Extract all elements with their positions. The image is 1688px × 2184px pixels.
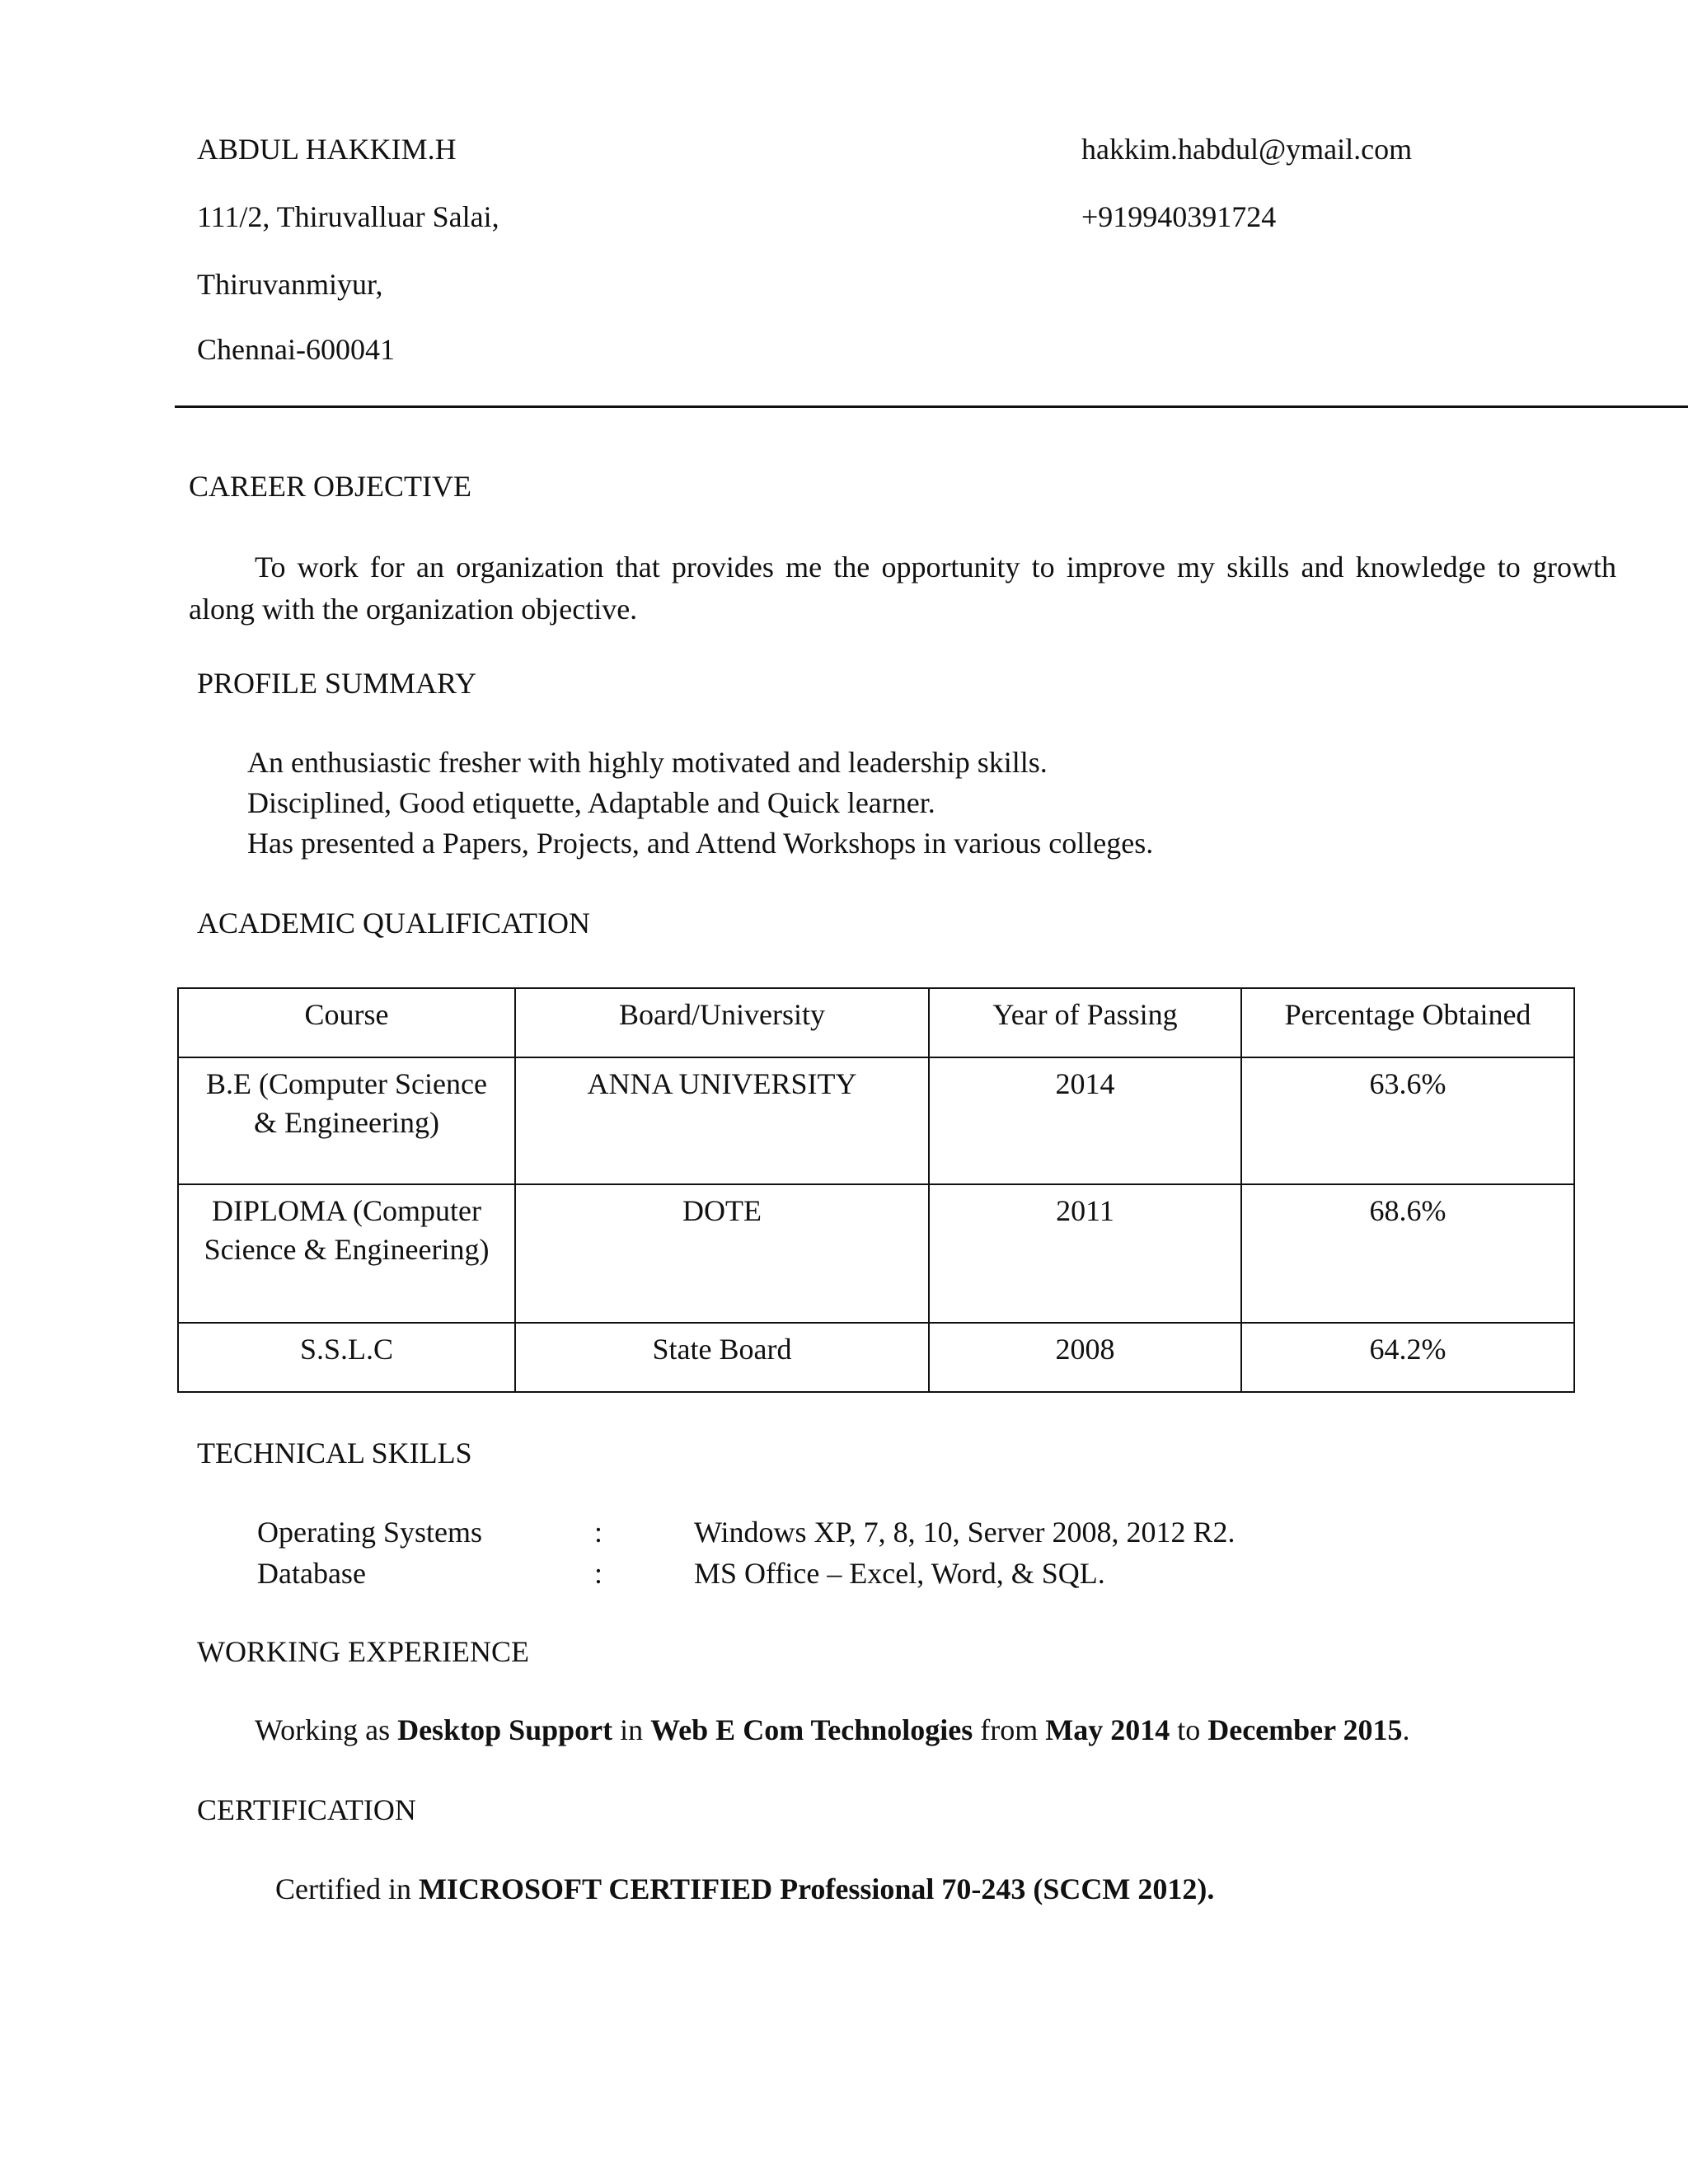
profile-summary-heading: PROFILE SUMMARY <box>197 667 477 700</box>
career-objective-body: To work for an organization that provides me the opportunity to improve my skills and knowledge to growth along with the organization objective. <box>189 551 1616 626</box>
course-line: DIPLOMA (Computer <box>212 1194 481 1227</box>
year-cell: 2011 <box>929 1184 1241 1323</box>
board-cell: ANNA UNIVERSITY <box>515 1057 929 1184</box>
academic-heading: ACADEMIC QUALIFICATION <box>197 907 590 940</box>
profile-summary-item: Has presented a Papers, Projects, and Attend Workshops in various colleges. <box>247 827 1154 860</box>
year-cell: 2014 <box>929 1057 1241 1184</box>
course-cell <box>178 1323 515 1392</box>
career-objective-heading: CAREER OBJECTIVE <box>189 470 472 503</box>
experience-company: Web E Com Technologies <box>650 1713 973 1746</box>
table-row <box>178 1057 1574 1184</box>
table-header-row <box>178 988 1574 1057</box>
course-line: & Engineering) <box>254 1106 439 1139</box>
percentage-cell: 68.6% <box>1241 1184 1574 1323</box>
certification-name: MICROSOFT CERTIFIED Professional 70-243 (SCCM 2012). <box>418 1872 1215 1905</box>
course-line: S.S.L.C <box>299 1333 394 1366</box>
table-row <box>178 1323 1574 1392</box>
column-header-board: Board/University <box>515 988 929 1057</box>
skill-value: MS Office – Excel, Word, & SQL. <box>694 1557 1105 1590</box>
address-line-1: 111/2, Thiruvalluar Salai, <box>197 200 499 233</box>
course-line: B.E (Computer Science <box>206 1067 487 1100</box>
course-line: Science & Engineering) <box>204 1233 490 1266</box>
working-experience-text <box>255 1711 1409 1750</box>
certification-heading: CERTIFICATION <box>197 1793 416 1826</box>
email-address: hakkim.habdul@ymail.com <box>1081 133 1413 166</box>
career-objective-text <box>189 546 1616 630</box>
experience-text-part: Working as <box>255 1713 398 1746</box>
address-line-3: Chennai-600041 <box>197 333 395 366</box>
column-header-percentage: Percentage Obtained <box>1241 988 1574 1057</box>
profile-summary-item: Disciplined, Good etiquette, Adaptable and Quick learner. <box>247 786 935 819</box>
skill-separator: : <box>594 1557 603 1590</box>
board-cell: State Board <box>515 1323 929 1392</box>
experience-text-part: . <box>1402 1713 1410 1746</box>
experience-end-date: December 2015 <box>1207 1713 1403 1746</box>
working-experience-heading: WORKING EXPERIENCE <box>197 1635 529 1668</box>
address-line-2: Thiruvanmiyur, <box>197 268 383 301</box>
experience-start-date: May 2014 <box>1045 1713 1170 1746</box>
skill-label: Operating Systems <box>257 1516 482 1549</box>
certification-prefix: Certified in <box>275 1872 419 1905</box>
year-cell: 2008 <box>929 1323 1241 1392</box>
experience-text-part: to <box>1170 1713 1208 1746</box>
header-divider <box>175 405 1688 408</box>
skill-label: Database <box>257 1557 366 1590</box>
course-cell <box>178 1184 515 1323</box>
skill-separator: : <box>594 1516 603 1549</box>
certification-text <box>275 1870 1214 1909</box>
technical-skills-heading: TECHNICAL SKILLS <box>197 1436 472 1469</box>
percentage-cell: 64.2% <box>1241 1323 1574 1392</box>
experience-text-part: from <box>973 1713 1046 1746</box>
table-row <box>178 1184 1574 1323</box>
phone-number: +919940391724 <box>1081 200 1277 233</box>
candidate-name: ABDUL HAKKIM.H <box>197 133 457 166</box>
course-cell <box>178 1057 515 1184</box>
experience-role: Desktop Support <box>397 1713 613 1746</box>
profile-summary-item: An enthusiastic fresher with highly motivated and leadership skills. <box>247 746 1048 779</box>
skill-value: Windows XP, 7, 8, 10, Server 2008, 2012 R2. <box>694 1516 1236 1549</box>
column-header-year: Year of Passing <box>929 988 1241 1057</box>
academic-table <box>177 987 1575 1393</box>
column-header-course: Course <box>178 988 515 1057</box>
experience-text-part: in <box>612 1713 651 1746</box>
percentage-cell: 63.6% <box>1241 1057 1574 1184</box>
board-cell: DOTE <box>515 1184 929 1323</box>
